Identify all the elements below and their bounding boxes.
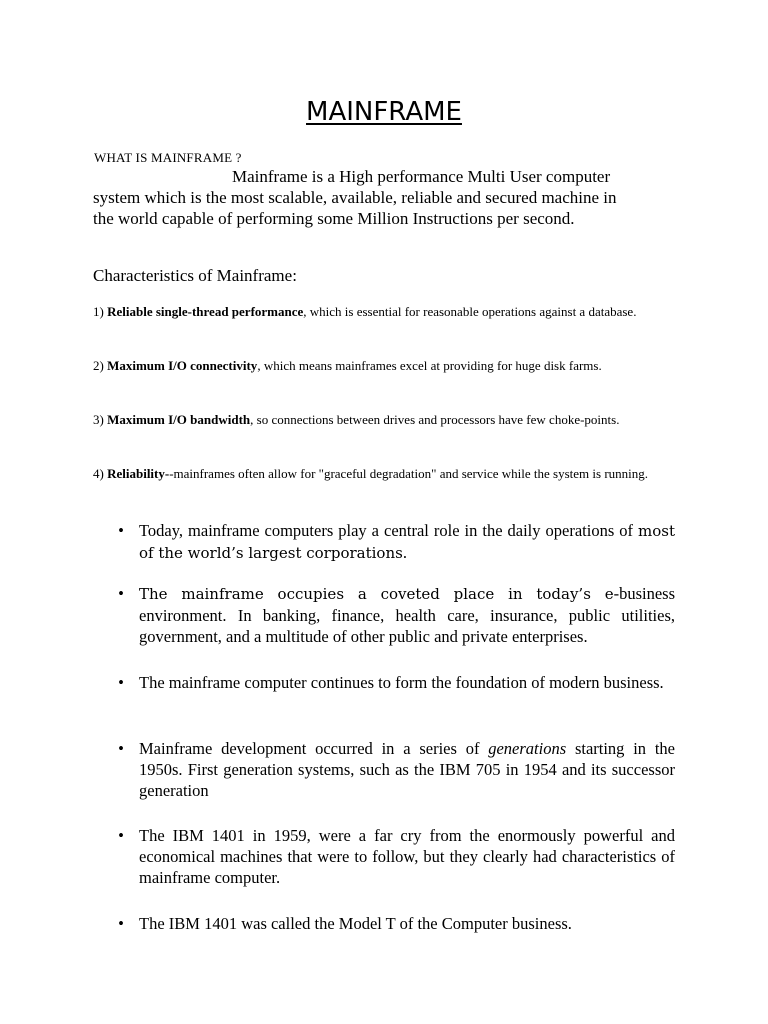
- characteristic-text: , so connections between drives and processors have few choke-points.: [250, 412, 620, 427]
- bullet-dot: •: [118, 739, 124, 758]
- bullet-dot: •: [118, 826, 124, 845]
- characteristic-number: 2): [93, 358, 108, 373]
- bullet-text-end: .: [402, 543, 407, 562]
- characteristic-number: 1): [93, 304, 108, 319]
- characteristic-number: 4): [93, 466, 108, 481]
- bullet-text: The mainframe computer continues to form the foundation of modern business.: [139, 673, 664, 692]
- characteristic-title: Maximum I/O bandwidth: [107, 412, 251, 427]
- intro-line-1: [93, 166, 673, 187]
- bullet-text-end: starting in the 1950s. First generation systems, such as the IBM 705 in 1954 and its successor generation: [139, 739, 676, 800]
- page-title-text: MAINFRAME: [306, 97, 462, 127]
- bullet-dot: •: [118, 521, 124, 540]
- characteristics-heading: Characteristics of Mainframe:: [93, 266, 297, 285]
- bullet-item-4: [118, 738, 676, 801]
- characteristic-item-4: [93, 465, 678, 483]
- section-question: WHAT IS MAINFRAME ?: [94, 150, 242, 165]
- bullet-text-alt-font: most of the world’s largest corporations: [139, 522, 675, 562]
- bullet-dot: •: [118, 914, 124, 933]
- intro-paragraph: [93, 166, 673, 229]
- bullet-text: Today, mainframe computers play a central role in the daily operations of: [139, 521, 639, 540]
- bullet-item-6: [118, 913, 675, 934]
- characteristic-text: -mainframes often allow for "graceful degradation" and service while the system is running.: [169, 466, 649, 481]
- bullet-text: -business environment. In banking, finance, health care, insurance, public utilities, government, and a multitude of other public and private enterprises.: [139, 584, 675, 646]
- characteristic-title: Reliability-: [107, 466, 170, 481]
- bullet-item-1: [118, 520, 675, 564]
- bullet-item-2: [118, 583, 675, 647]
- characteristic-text: , which means mainframes excel at providing for huge disk farms.: [257, 358, 602, 373]
- bullet-dot: •: [118, 673, 124, 692]
- intro-line-3: the world capable of performing some Million Instructions per second.: [93, 209, 575, 228]
- bullet-text: Mainframe development occurred in a series of: [139, 739, 489, 758]
- page-title: [0, 96, 768, 128]
- bullet-text-alt-font: The mainframe occupies a coveted place in today’s e: [139, 585, 614, 603]
- characteristic-title: Maximum I/O connectivity: [107, 358, 258, 373]
- characteristic-item-3: [93, 411, 678, 429]
- bullet-text-emphasis: generations: [488, 739, 567, 758]
- intro-line-1-text: Mainframe is a High performance Multi User computer: [232, 167, 611, 186]
- characteristic-item-1: [93, 303, 678, 321]
- bullet-text: The IBM 1401 in 1959, were a far cry from the enormously powerful and economical machines that were to follow, but they clearly had characteristics of mainframe computer.: [139, 826, 675, 887]
- bullet-dot: •: [118, 584, 124, 603]
- characteristic-item-2: [93, 357, 678, 375]
- bullet-text: The IBM 1401 was called the Model T of the Computer business.: [139, 914, 572, 933]
- bullet-item-3: [118, 672, 675, 693]
- characteristic-number: 3): [93, 412, 108, 427]
- characteristic-title: Reliable single-thread performance: [107, 304, 304, 319]
- characteristic-text: , which is essential for reasonable operations against a database.: [303, 304, 637, 319]
- intro-line-2: system which is the most scalable, available, reliable and secured machine in: [93, 188, 617, 207]
- bullet-item-5: [118, 825, 675, 888]
